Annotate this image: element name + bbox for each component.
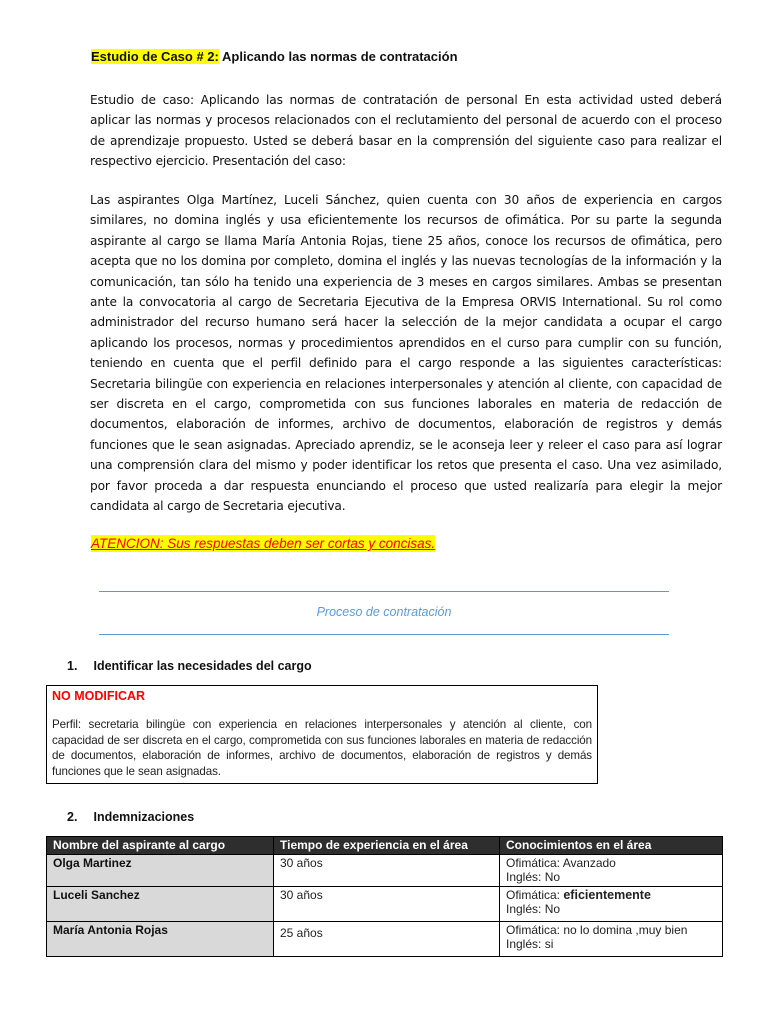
case-title: Aplicando las normas de contratación: [222, 49, 458, 64]
table-row: [47, 922, 723, 957]
candidate-experience: 30 años: [274, 855, 500, 887]
header-name: Nombre del aspirante al cargo: [47, 837, 274, 855]
knowledge-value: Avanzado: [562, 856, 616, 870]
knowledge-value: eficientemente: [563, 888, 651, 902]
section-2-title: Indemnizaciones: [93, 810, 195, 824]
intro-paragraph: Estudio de caso: Aplicando las normas de contratación de personal En esta actividad usted deberá aplicar las normas y procesos relacionados con el reclutamiento del personal de acuerdo con el proceso de aprendizaje propuesto. Usted se deberá basar en la comprensión del siguiente caso para realizar el respectivo ejercicio. Presentación del caso:: [90, 93, 722, 169]
divider-bottom: [99, 634, 669, 635]
case-heading: [91, 48, 458, 66]
profile-text: Perfil: secretaria bilingüe con experiencia en relaciones interpersonales y atención al cliente, con capacidad de ser discreta en el cargo, comprometida con sus funciones laborales en materia de redacción de documentos, elaboración de informes, archivo de documentos, elaboración de registros y demás funciones que le sean asignadas.: [52, 718, 592, 778]
knowledge-value: no lo domina ,muy bien: [563, 923, 688, 937]
section-1-title: Identificar las necesidades del cargo: [93, 659, 312, 673]
case-label: Estudio de Caso # 2:: [91, 49, 219, 64]
process-title: Proceso de contratación: [316, 605, 452, 619]
table-row: [47, 855, 723, 887]
knowledge-label: Ofimática:: [506, 856, 563, 870]
table-header-row: [47, 837, 723, 855]
candidate-knowledge: [500, 922, 723, 957]
knowledge-label: Ofimática:: [506, 923, 564, 937]
english-level: Inglés: No: [506, 870, 561, 884]
section-2-heading: [67, 810, 194, 824]
table-row: [47, 887, 723, 922]
candidate-name: Olga Martinez: [47, 855, 274, 887]
candidate-experience: 30 años: [274, 887, 500, 922]
candidate-name: María Antonia Rojas: [47, 922, 274, 957]
section-2-number: 2.: [67, 810, 78, 824]
section-1-heading: [67, 659, 312, 673]
candidate-knowledge: [500, 855, 723, 887]
candidates-table: [46, 836, 723, 957]
attention-note: ATENCION: Sus respuestas deben ser cortas y concisas.: [91, 536, 436, 551]
candidate-name: Luceli Sanchez: [47, 887, 274, 922]
divider-top: [99, 591, 669, 592]
knowledge-label: Ofimática:: [506, 888, 564, 902]
english-level: Inglés: No: [506, 902, 561, 916]
candidate-knowledge: [500, 887, 723, 922]
header-experience: Tiempo de experiencia en el área: [274, 837, 500, 855]
case-paragraph: Las aspirantes Olga Martínez, Luceli Sánchez, quien cuenta con 30 años de experiencia en cargos similares, no domina inglés y usa eficientemente los recursos de ofimática. Por su parte la segunda aspirante al cargo se llama María Antonia Rojas, tiene 25 años, conoce los recursos de ofimática, pero acepta que no los domina por completo, domina el inglés y las nuevas tecnologías de la información y la comunicación, tan sólo ha tenido una experiencia de 3 meses en cargos similares. Ambas se presentan ante la convocatoria al cargo de Secretaria Ejecutiva de la Empresa ORVIS International. Su rol como administrador del recurso humano será hacer la selección de la mejor candidata a ocupar el cargo aplicando los procesos, normas y procedimientos aprendidos en el curso para cumplir con su función, teniendo en cuenta que el perfil definido para el cargo responde a las siguientes características: Secretaria bilingüe con experiencia en relaciones interpersonales y atención al cliente, con capacidad de ser discreta en el cargo, comprometida con sus funciones laborales en materia de redacción de documentos, elaboración de informes, archivo de documentos, elaboración de registros y demás funciones que le sean asignadas. Apreciado aprendiz, se le aconseja leer y releer el caso para así lograr una comprensión clara del mismo y poder identificar los retos que presenta el caso. Una vez asimilado, por favor proceda a dar respuesta enunciando el proceso que usted realizaría para elegir la mejor candidata al cargo de Secretaria ejecutiva.: [90, 193, 722, 514]
header-knowledge: Conocimientos en el área: [500, 837, 723, 855]
english-level: Inglés: si: [506, 937, 554, 951]
section-1-number: 1.: [67, 659, 78, 673]
no-modify-label: NO MODIFICAR: [52, 689, 146, 703]
profile-box: [46, 685, 598, 784]
candidate-experience: 25 años: [274, 922, 500, 957]
